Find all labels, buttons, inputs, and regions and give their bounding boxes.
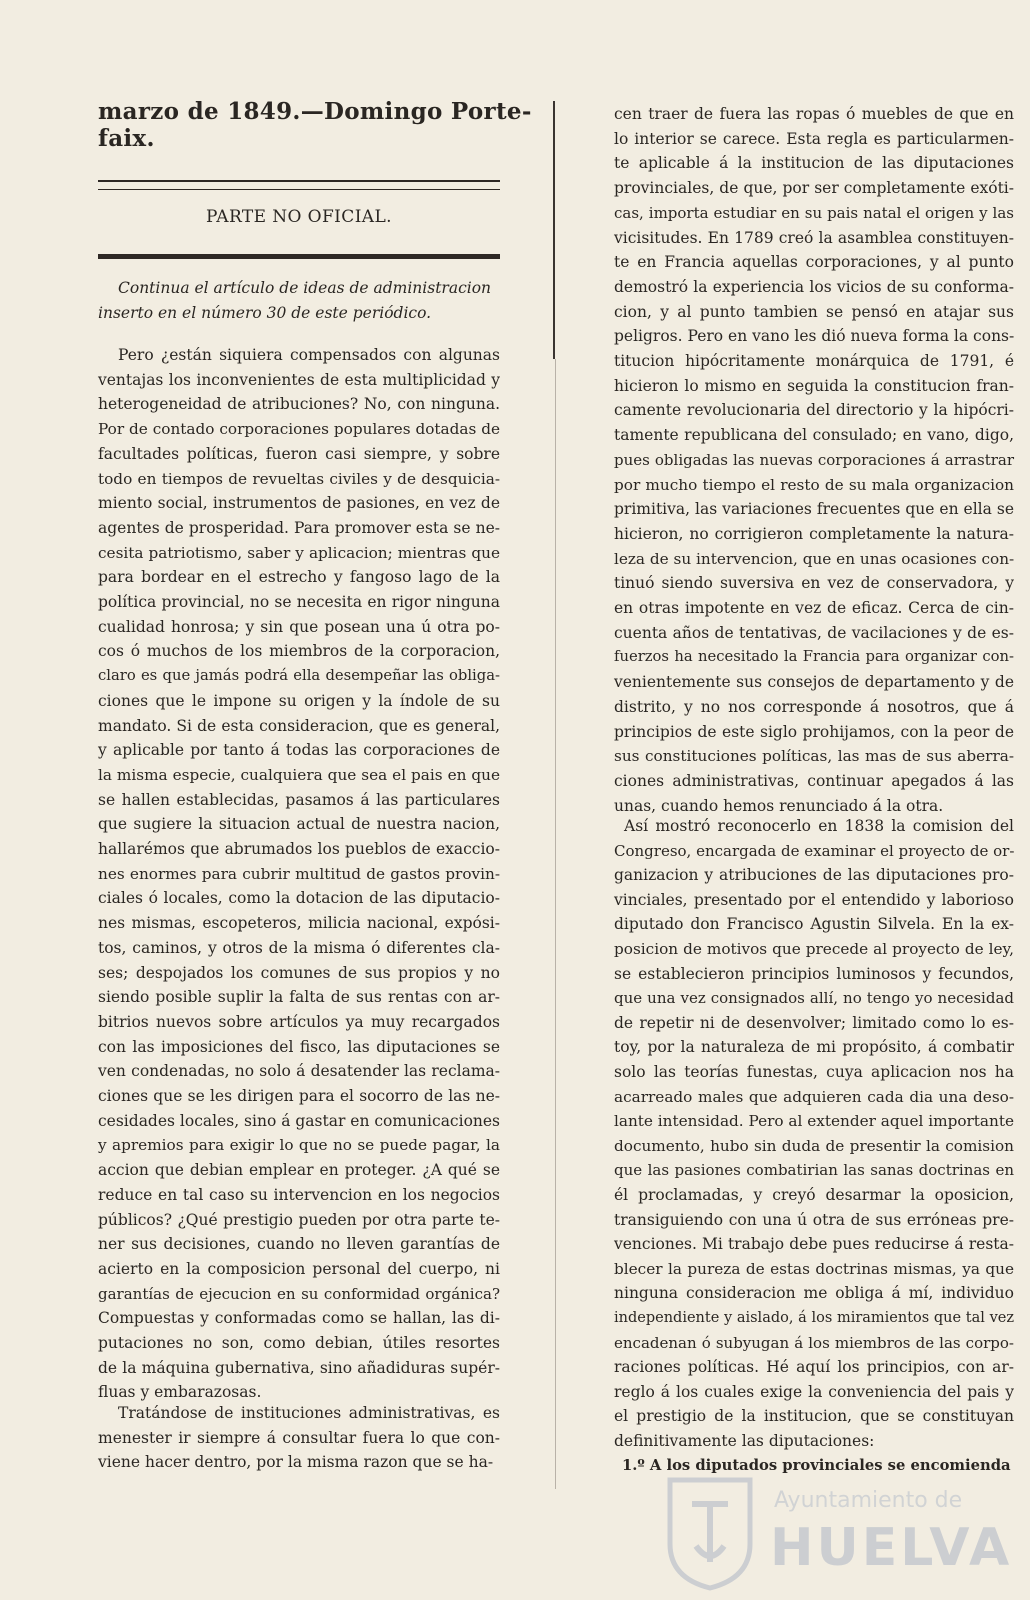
text-line: Congreso, encargada de examinar el proyecto de or- bbox=[614, 841, 1015, 860]
text-line: putaciones no son, como debian, útiles resortes bbox=[98, 1334, 500, 1352]
text-line: demostró la experiencia los vicios de su conforma- bbox=[614, 277, 1014, 296]
text-line: unas, cuando hemos renunciado á la otra. bbox=[614, 796, 944, 815]
double-rule bbox=[98, 180, 500, 190]
text-line: venientemente sus consejos de departamento y de bbox=[614, 673, 1014, 692]
text-line: para bordear en el estrecho y fangoso lago de la bbox=[98, 568, 500, 587]
text-line: fluas y embarazosas. bbox=[98, 1383, 262, 1402]
text-line: se establecieron principios luminosos y fecundos, bbox=[614, 964, 1014, 983]
text-line: nes enormes para cubrir multitud de gastos provin- bbox=[98, 864, 500, 883]
municipal-watermark bbox=[650, 1466, 1020, 1600]
text-line: ven condenadas, no solo á desatender las reclama- bbox=[98, 1062, 500, 1081]
text-line: ner sus decisiones, cuando no lleven garantías de bbox=[98, 1235, 500, 1254]
text-line: fuerzos ha necesitado la Francia para organizar con- bbox=[614, 648, 1014, 666]
text-line: solo las teorías funestas, cuya aplicacion nos ha bbox=[614, 1063, 1014, 1081]
text-line: agentes de prosperidad. Para promover esta se ne- bbox=[98, 518, 500, 537]
text-line: que las pasiones combatirian las sanas doctrinas en bbox=[614, 1161, 1014, 1180]
text-line: te en Francia aquellas corporaciones, y al punto bbox=[614, 253, 1014, 272]
text-line: sus constituciones políticas, las mas de sus aberra- bbox=[614, 747, 1014, 766]
text-line: heterogeneidad de atribuciones? No, con ninguna. bbox=[98, 395, 500, 414]
text-line: de la máquina gubernativa, sino añadiduras supér- bbox=[98, 1358, 500, 1377]
text-line: venciones. Mi trabajo debe pues reducirse á resta- bbox=[614, 1235, 1014, 1254]
text-line: siendo posible suplir la falta de sus rentas con ar- bbox=[98, 988, 500, 1007]
text-line: cualidad honrosa; y sin que posean una ú otra po- bbox=[98, 617, 500, 636]
text-line: vinciales, presentado por el entendido y laborioso bbox=[614, 890, 1014, 909]
text-line: cen traer de fuera las ropas ó muebles de que en bbox=[614, 105, 1014, 123]
text-line: tos, caminos, y otros de la misma ó diferentes cla- bbox=[98, 938, 500, 957]
text-line: cos ó muchos de los miembros de la corporacion, bbox=[98, 642, 500, 661]
text-line: posicion de motivos que precede al proyecto de ley, bbox=[614, 940, 1014, 958]
text-line: cesidades locales, sino á gastar en comunicaciones bbox=[98, 1111, 501, 1130]
text-line: y apremios para exigir lo que no se puede pagar, la bbox=[98, 1136, 500, 1155]
masthead-line-2: faix. bbox=[98, 125, 155, 152]
text-line: hicieron lo mismo en seguida la constitucion fran- bbox=[614, 376, 1014, 395]
text-line: pues obligadas las nuevas corporaciones á arrastrar bbox=[614, 450, 1014, 469]
text-line: mandato. Si de esta consideracion, que es general, bbox=[98, 716, 500, 735]
text-line: ventajas los inconvenientes de esta multiplicidad y bbox=[98, 370, 500, 389]
text-line: accion que debian emplear en proteger. ¿A qué se bbox=[98, 1161, 500, 1180]
text-line: ganizacion y atribuciones de las diputaciones pro- bbox=[614, 866, 1014, 885]
text-line: hicieron, no corrigieron completamente la natura- bbox=[614, 524, 1014, 543]
text-line: cuenta años de tentativas, de vacilaciones y de es- bbox=[614, 623, 1014, 642]
text-line: cas, importa estudiar en su pais natal el origen y las bbox=[614, 203, 1014, 222]
text-line: públicos? ¿Qué prestigio pueden por otra parte te- bbox=[98, 1210, 500, 1229]
text-line: lante intensidad. Pero al extender aquel importante bbox=[614, 1112, 1014, 1131]
column-divider bbox=[553, 101, 555, 359]
text-line: por mucho tiempo el resto de su mala organizacion bbox=[614, 475, 1014, 494]
thick-rule bbox=[98, 254, 500, 259]
text-line: menester ir siempre á consultar fuera lo que con- bbox=[98, 1428, 500, 1447]
text-line: bitrios nuevos sobre artículos ya muy recargados bbox=[98, 1012, 500, 1031]
text-line: política provincial, no se necesita en rigor ninguna bbox=[98, 593, 500, 611]
text-line: titucion hipócritamente monárquica de 1791, é bbox=[614, 352, 1014, 370]
text-line: ciones que le impone su origen y la índole de su bbox=[98, 691, 500, 710]
section-title: PARTE NO OFICIAL. bbox=[206, 207, 392, 227]
watermark-line-2: HUELVA bbox=[770, 1518, 1013, 1578]
text-line: claro es que jamás podrá ella desempeñar las obliga- bbox=[98, 667, 500, 685]
intro-line: inserto en el número 30 de este periódico. bbox=[98, 304, 432, 322]
text-line: ciones que se les dirigen para el socorro de las ne- bbox=[98, 1087, 500, 1105]
text-line: el prestigio de la institucion, que se constituyan bbox=[614, 1407, 1014, 1426]
text-line: peligros. Pero en vano les dió nueva forma la cons- bbox=[614, 327, 1015, 346]
text-line: ciales ó locales, como la dotacion de las diputacio- bbox=[98, 889, 500, 908]
text-line: hallarémos que abrumados los pueblos de exaccio- bbox=[98, 840, 500, 858]
text-line: nes mismas, escopeteros, milicia nacional, expósi- bbox=[98, 914, 500, 933]
text-line: miento social, instrumentos de pasiones, en vez de bbox=[98, 494, 500, 513]
text-line: camente revolucionaria del directorio y la hipócri- bbox=[614, 401, 1014, 420]
text-line: cesita patriotismo, saber y aplicacion; mientras que bbox=[98, 543, 500, 562]
text-line: con las imposiciones del fisco, las diputaciones se bbox=[98, 1037, 500, 1056]
text-line: tinuó siendo suversiva en vez de conservadora, y bbox=[614, 574, 1014, 593]
masthead-line-1: marzo de 1849.—Domingo Porte- bbox=[98, 98, 532, 125]
intro-line: Continua el artículo de ideas de administracion bbox=[118, 279, 492, 297]
text-line: que sugiere la situacion actual de nuestra nacion, bbox=[98, 815, 500, 834]
text-line: viene hacer dentro, por la misma razon que se ha- bbox=[98, 1453, 494, 1472]
text-line: blecer la pureza de estas doctrinas mismas, ya que bbox=[614, 1259, 1014, 1278]
text-line: provinciales, de que, por ser completamente exóti- bbox=[614, 179, 1014, 198]
text-line: de repetir ni de desenvolver; limitado como lo es- bbox=[614, 1013, 1014, 1032]
text-line: lo interior se carece. Esta regla es particularmen- bbox=[614, 129, 1014, 148]
text-line: encadenan ó subyugan á los miembros de las corpo- bbox=[614, 1333, 1014, 1352]
text-line: Compuestas y conformadas como se hallan, las di- bbox=[98, 1309, 500, 1328]
text-line: tamente republicana del consulado; en vano, digo, bbox=[614, 426, 1014, 445]
text-line: raciones políticas. Hé aquí los principios, con ar- bbox=[614, 1358, 1014, 1377]
text-line: Así mostró reconocerlo en 1838 la comision del bbox=[624, 817, 1014, 835]
text-line: principios de este siglo prohijamos, con la peor de bbox=[614, 722, 1014, 741]
text-line: garantías de ejecucion en su conformidad orgánica? bbox=[98, 1284, 500, 1303]
column-divider-light bbox=[555, 359, 556, 1489]
text-line: cion, y al punto tambien se pensó en atajar sus bbox=[614, 302, 1014, 321]
text-line: primitiva, las variaciones frecuentes que en ella se bbox=[614, 500, 1014, 519]
watermark-line-1: Ayuntamiento de bbox=[774, 1488, 963, 1513]
seal-icon bbox=[662, 1474, 758, 1592]
text-line: se hallen establecidas, pasamos á las particulares bbox=[98, 790, 500, 809]
text-line: independiente y aislado, á los miramientos que tal vez bbox=[614, 1310, 1014, 1326]
text-line: reduce en tal caso su intervencion en los negocios bbox=[98, 1185, 500, 1204]
text-line: diputado don Francisco Agustin Silvela. En la ex- bbox=[614, 915, 1014, 934]
text-line: todo en tiempos de revueltas civiles y de desquicia- bbox=[98, 469, 500, 488]
text-line: ninguna consideracion me obliga á mí, individuo bbox=[614, 1284, 1014, 1303]
text-line: definitivamente las diputaciones: bbox=[614, 1432, 875, 1450]
text-line: acarreado males que adquieren cada dia una deso- bbox=[614, 1087, 1014, 1106]
numbered-item: 1.º A los diputados provinciales se encomienda bbox=[622, 1457, 1011, 1474]
text-line: reglo á los cuales exige la conveniencia del pais y bbox=[614, 1382, 1014, 1401]
text-line: ses; despojados los comunes de sus propios y no bbox=[98, 963, 500, 982]
text-line: transiguiendo con una ú otra de sus erróneas pre- bbox=[614, 1210, 1014, 1229]
text-line: documento, hubo sin duda de presentir la comision bbox=[614, 1136, 1014, 1155]
text-line: vicisitudes. En 1789 creó la asamblea constituyen- bbox=[614, 228, 1014, 247]
text-line: ciones administrativas, continuar apegados á las bbox=[614, 771, 1014, 790]
text-line: distrito, y no nos corresponde á nosotros, que á bbox=[614, 697, 1014, 716]
text-line: Tratándose de instituciones administrativas, es bbox=[118, 1404, 500, 1422]
text-line: y aplicable por tanto á todas las corporaciones de bbox=[98, 741, 500, 760]
text-line: te aplicable á la institucion de las diputaciones bbox=[614, 154, 1014, 173]
text-line: la misma especie, cualquiera que sea el pais en que bbox=[98, 765, 500, 784]
text-line: Pero ¿están siquiera compensados con algunas bbox=[118, 346, 500, 364]
text-line: en otras impotente en vez de eficaz. Cerca de cin- bbox=[614, 599, 1014, 617]
text-line: toy, por la naturaleza de mi propósito, á combatir bbox=[614, 1038, 1014, 1057]
text-line: que una vez consignados allí, no tengo yo necesidad bbox=[614, 989, 1014, 1008]
text-line: acierto en la composicion personal del cuerpo, ni bbox=[98, 1259, 500, 1278]
text-line: Por de contado corporaciones populares dotadas de bbox=[98, 420, 500, 439]
text-line: él proclamadas, y creyó desarmar la oposicion, bbox=[614, 1186, 1014, 1204]
text-line: leza de su intervencion, que en unas ocasiones con- bbox=[614, 549, 1015, 568]
text-line: facultades políticas, fueron casi siempre, y sobre bbox=[98, 444, 500, 463]
